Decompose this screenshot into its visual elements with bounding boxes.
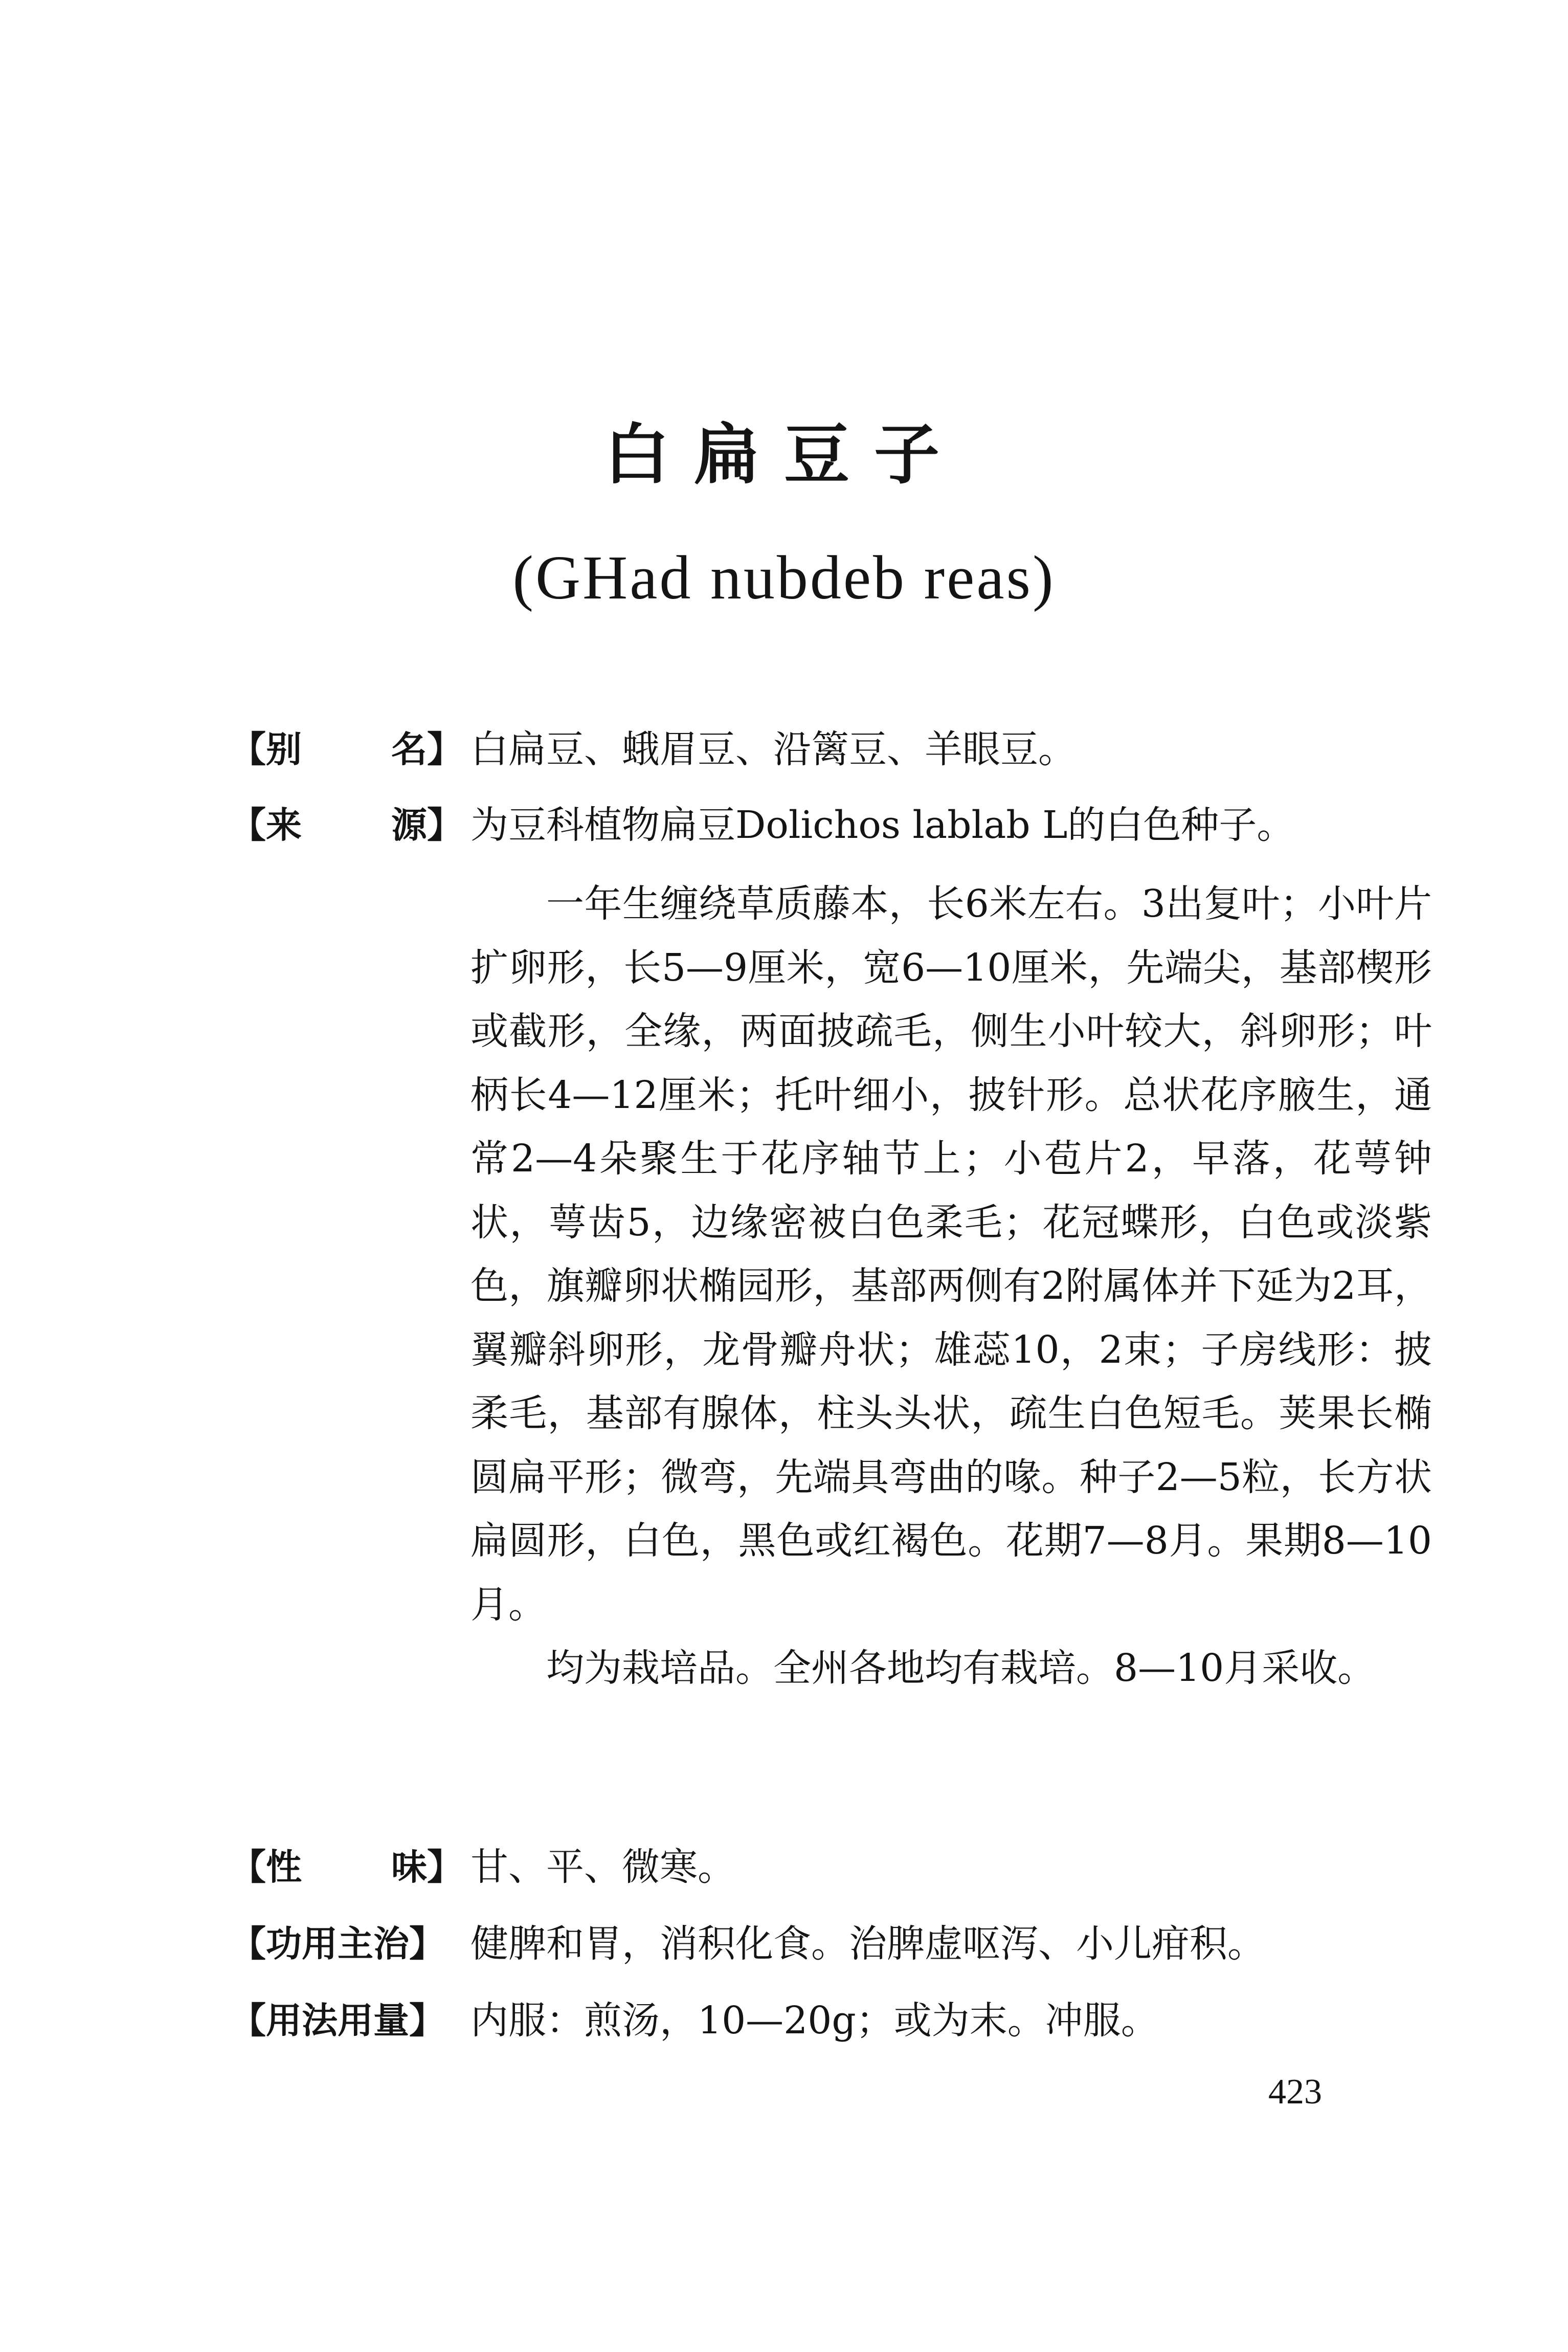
- page-number: 423: [1268, 2072, 1322, 2112]
- nature-label-close: 味】: [391, 1846, 463, 1888]
- source-label-close: 源】: [391, 804, 463, 846]
- alias-label-open: 【别: [230, 728, 302, 770]
- page-title: 白扁豆子: [603, 417, 964, 493]
- cultivation-paragraph: 均为栽培品。全州各地均有栽培。8—10月采收。: [546, 1646, 1376, 1690]
- dosage-label: 【用法用量】: [230, 2000, 445, 2042]
- alias-text: 白扁豆、蛾眉豆、沿篱豆、羊眼豆。: [471, 727, 1076, 771]
- function-text: 健脾和胃，消积化食。治脾虚呕泻、小儿疳积。: [471, 1922, 1265, 1966]
- description-paragraph: 一年生缠绕草质藤本，长6米左右。3出复叶；小叶片扩卵形，长5—9厘米，宽6—10厘米，先端尖，基部楔形或截形，全缘，两面披疏毛，侧生小叶较大，斜卵形；叶柄长4—12厘米；托叶细小，披针形。总状花序腋生，通常2—4朵聚生于花序轴节上；小苞片2，早落，花萼钟状，萼齿5，边缘密被白色柔毛；花冠蝶形，白色或淡紫色，旗瓣卵状椭园形，基部两侧有2附属体并下延为2耳，翼瓣斜卵形，龙骨瓣舟状；雄蕊10，2束；子房线形：披柔毛，基部有腺体，柱头头状，疏生白色短毛。荚果长椭圆扁平形；微弯，先端具弯曲的喙。种子2—5粒，长方状扁圆形，白色，黑色或红褐色。花期7—8月。果期8—10月。: [471, 882, 1432, 1627]
- page-subtitle: (GHad nubdeb reas): [512, 543, 1056, 612]
- function-label: 【功用主治】: [230, 1923, 445, 1965]
- nature-label-open: 【性: [230, 1846, 302, 1888]
- alias-label-close: 名】: [391, 728, 463, 770]
- description-block: [471, 872, 1432, 1700]
- nature-text: 甘、平、微寒。: [471, 1845, 735, 1889]
- source-text: 为豆科植物扁豆Dolichos lablab L的白色种子。: [471, 803, 1295, 847]
- dosage-text: 内服：煎汤，10—20g；或为末。冲服。: [471, 1999, 1159, 2043]
- source-label-open: 【来: [230, 804, 302, 846]
